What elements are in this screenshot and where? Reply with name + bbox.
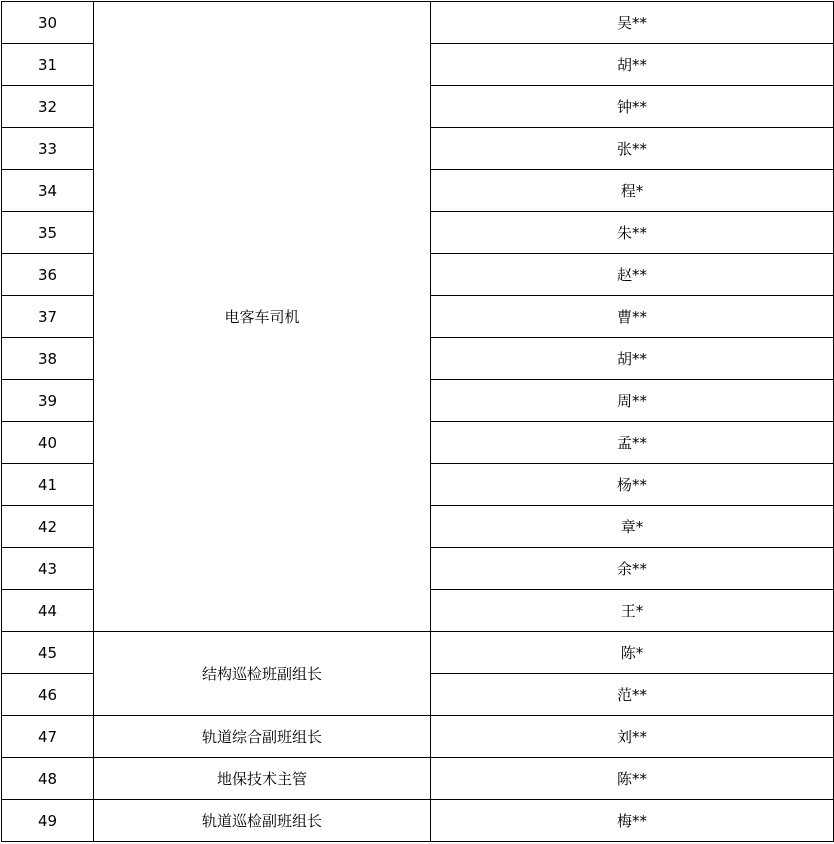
row-number: 39: [2, 380, 94, 422]
table-row: [2, 800, 834, 842]
row-number: 49: [2, 800, 94, 842]
table-row: [2, 716, 834, 758]
person-name: 孟**: [431, 422, 834, 464]
person-name: 刘**: [431, 716, 834, 758]
row-number: 44: [2, 590, 94, 632]
person-name: 曹**: [431, 296, 834, 338]
row-number: 41: [2, 464, 94, 506]
person-name: 张**: [431, 128, 834, 170]
person-name: 吴**: [431, 2, 834, 44]
row-number: 47: [2, 716, 94, 758]
table-row: [2, 2, 834, 44]
row-number: 31: [2, 44, 94, 86]
row-number: 32: [2, 86, 94, 128]
person-name: 王*: [431, 590, 834, 632]
person-name: 陈**: [431, 758, 834, 800]
person-name: 胡**: [431, 338, 834, 380]
row-number: 45: [2, 632, 94, 674]
position-cell: 结构巡检班副组长: [94, 632, 431, 716]
person-name: 周**: [431, 380, 834, 422]
person-name: 余**: [431, 548, 834, 590]
position-cell: 地保技术主管: [94, 758, 431, 800]
row-number: 48: [2, 758, 94, 800]
roster-table: [1, 1, 834, 842]
row-number: 36: [2, 254, 94, 296]
person-name: 杨**: [431, 464, 834, 506]
person-name: 章*: [431, 506, 834, 548]
person-name: 胡**: [431, 44, 834, 86]
person-name: 赵**: [431, 254, 834, 296]
row-number: 43: [2, 548, 94, 590]
row-number: 33: [2, 128, 94, 170]
person-name: 钟**: [431, 86, 834, 128]
row-number: 40: [2, 422, 94, 464]
position-cell: 轨道巡检副班组长: [94, 800, 431, 842]
row-number: 34: [2, 170, 94, 212]
row-number: 30: [2, 2, 94, 44]
row-number: 35: [2, 212, 94, 254]
position-cell: 轨道综合副班组长: [94, 716, 431, 758]
row-number: 37: [2, 296, 94, 338]
row-number: 46: [2, 674, 94, 716]
position-cell: 电客车司机: [94, 2, 431, 632]
row-number: 38: [2, 338, 94, 380]
person-name: 梅**: [431, 800, 834, 842]
person-name: 程*: [431, 170, 834, 212]
person-name: 朱**: [431, 212, 834, 254]
person-name: 陈*: [431, 632, 834, 674]
row-number: 42: [2, 506, 94, 548]
table-row: [2, 758, 834, 800]
person-name: 范**: [431, 674, 834, 716]
table-row: [2, 632, 834, 674]
